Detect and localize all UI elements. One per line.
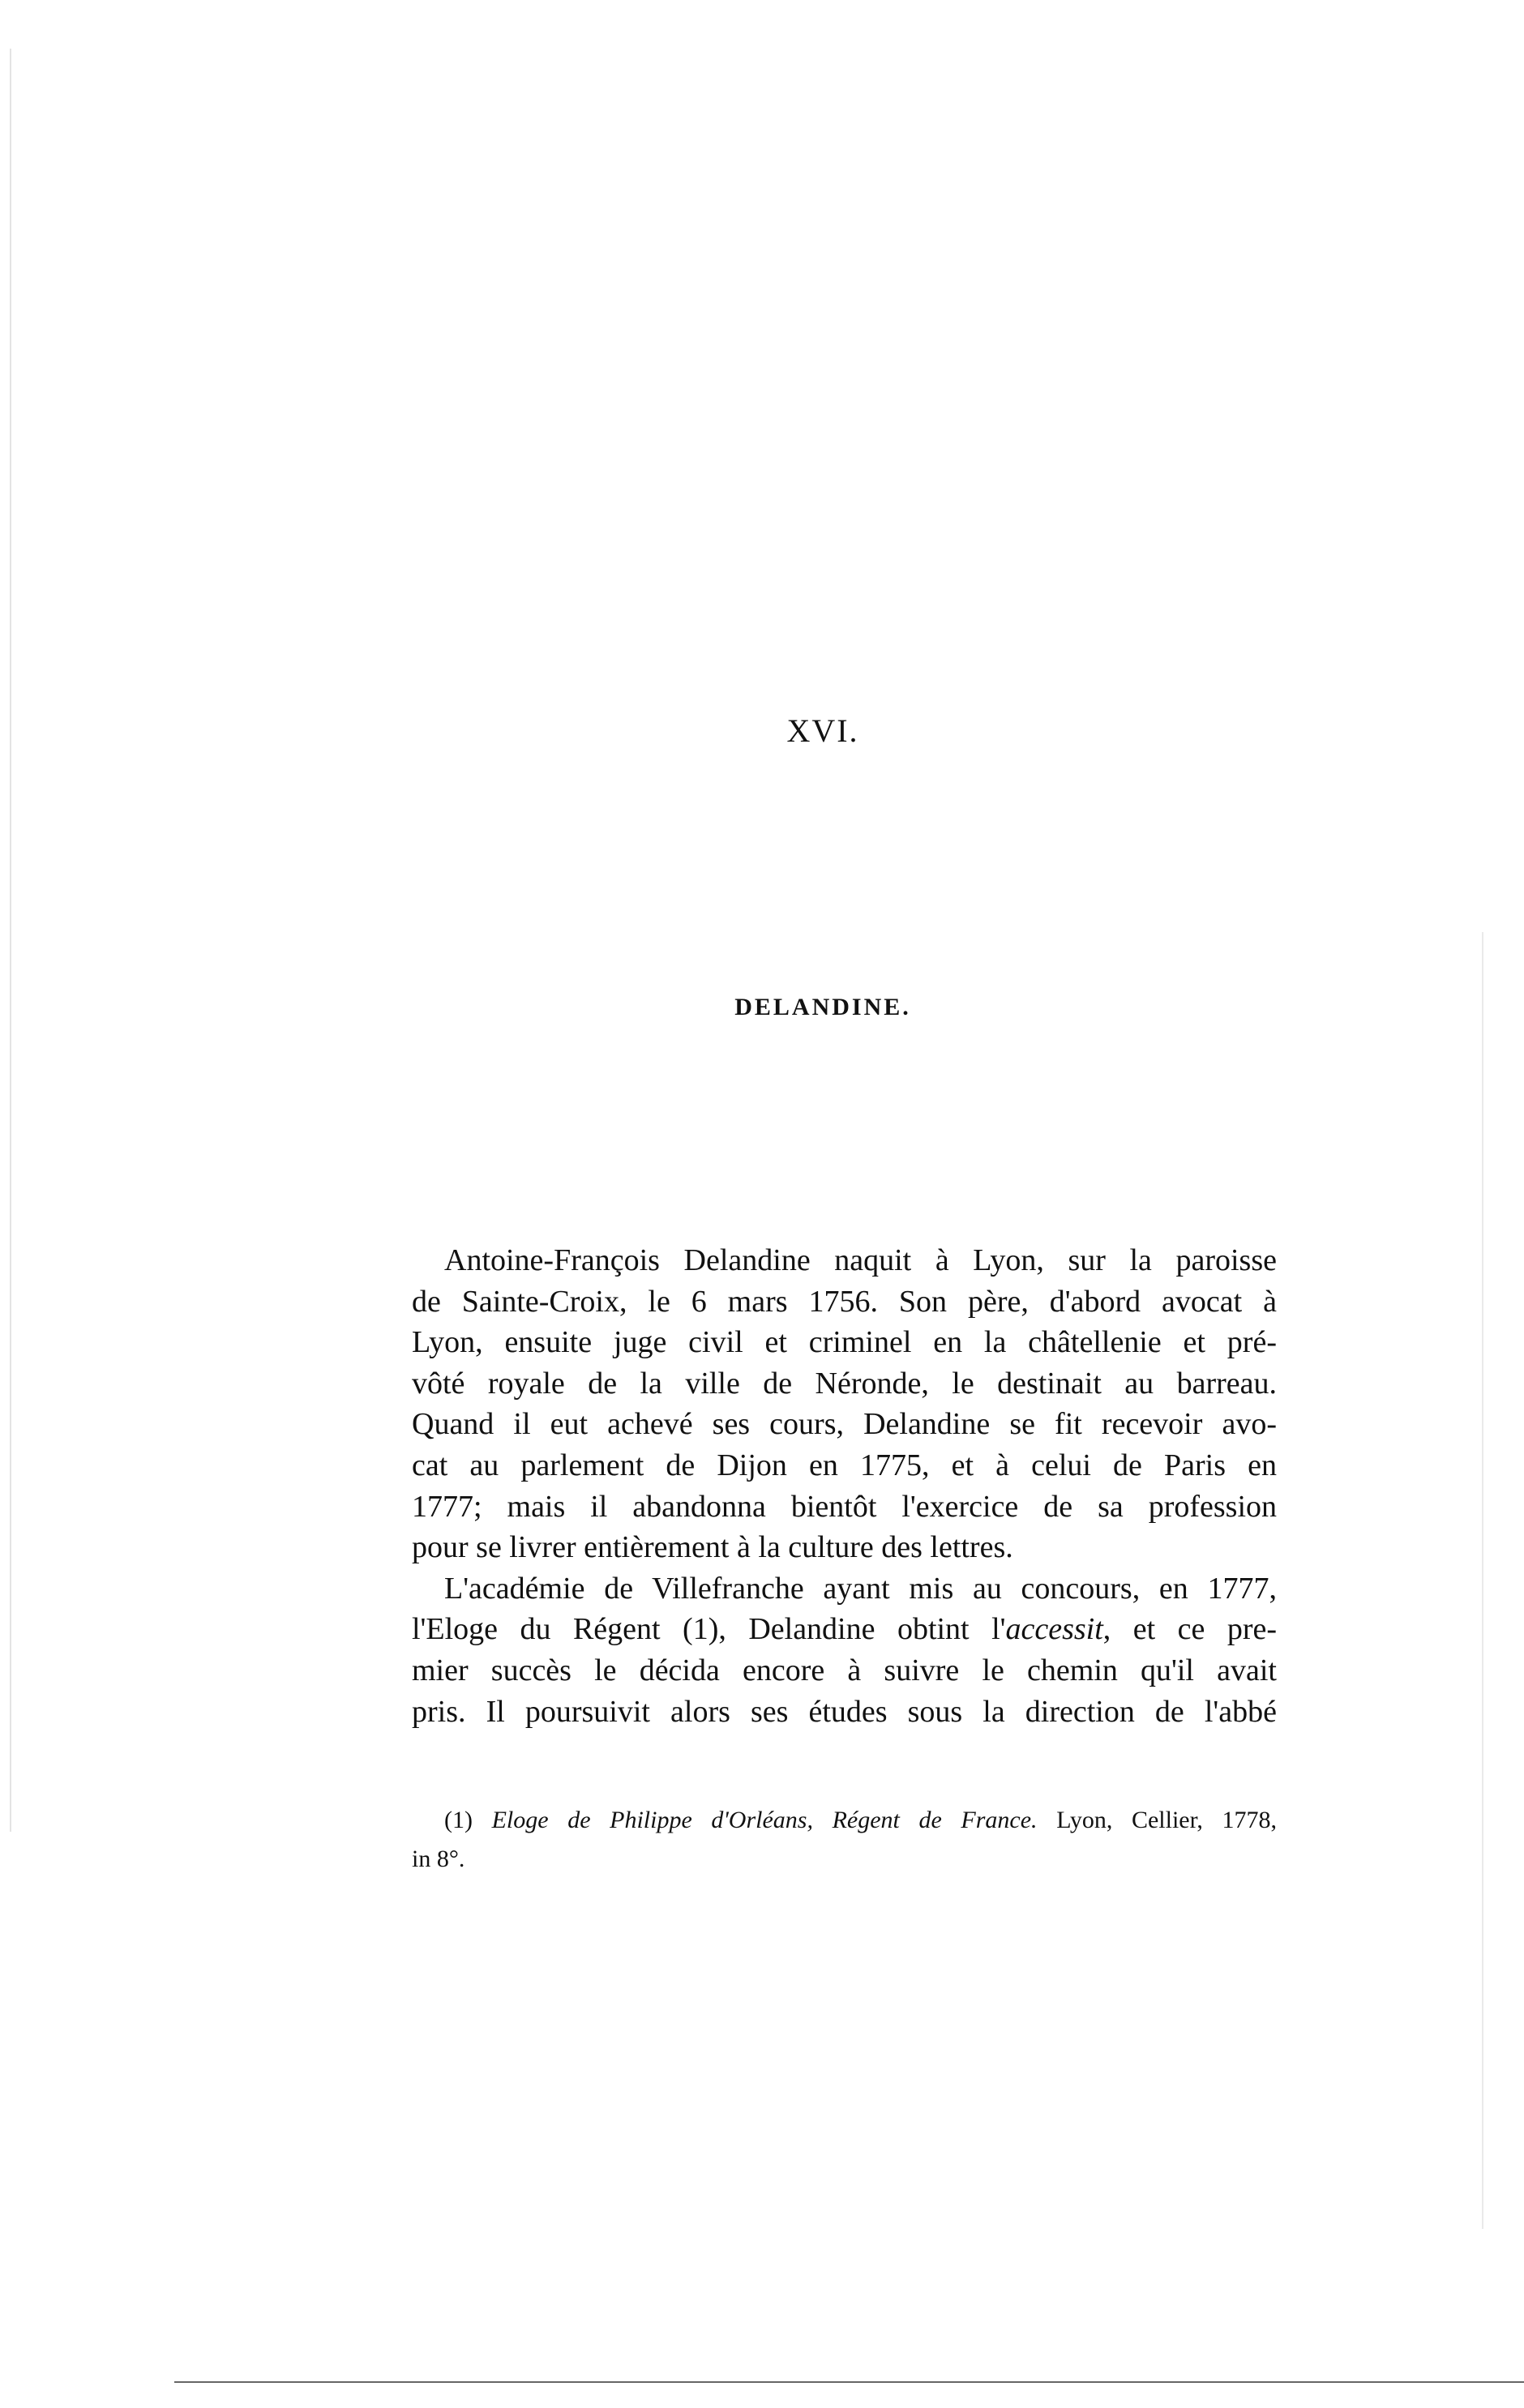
scan-edge-right [1482, 932, 1483, 2229]
text-line: L'académie de Villefranche ayant mis au concours, en 1777, [444, 1571, 1277, 1606]
text-line: Quand il eut achevé ses cours, Delandine se fit recevoir avo- [412, 1407, 1277, 1442]
text-line: de Sainte-Croix, le 6 mars 1756. Son père, d'abord avocat à [412, 1284, 1277, 1319]
text-line: cat au parlement de Dijon en 1775, et à celui de Paris en [412, 1448, 1277, 1482]
footnote-line: in 8°. [412, 1846, 465, 1872]
text-line: 1777; mais il abandonna bientôt l'exercice de sa profession [412, 1489, 1277, 1524]
text-line: pris. Il poursuivit alors ses études sous la direction de l'abbé [412, 1694, 1277, 1729]
text-line: mier succès le décida encore à suivre le chemin qu'il avait [412, 1653, 1277, 1687]
footnote-title: Eloge de Philippe d'Orléans, Régent de France. [491, 1807, 1038, 1833]
footnote-publisher: Lyon, Cellier, 1778, [1056, 1807, 1278, 1833]
chapter-title: DELANDINE. [734, 994, 911, 1020]
text-line: vôté royale de la ville de Néronde, le destinait au barreau. [412, 1366, 1277, 1401]
chapter-number: XVI. [786, 712, 859, 749]
text-segment: , et ce pre- [1102, 1612, 1277, 1647]
page-bottom-rule [174, 2381, 1524, 2383]
footnote-marker: (1) [444, 1807, 473, 1833]
italic-term: accessit [1005, 1612, 1103, 1647]
text-line [412, 1609, 1277, 1650]
text-segment: l'Eloge du Régent (1), Delandine obtint l' [412, 1612, 1006, 1647]
footnote [412, 1801, 1277, 1879]
text-line: Lyon, ensuite juge civil et criminel en la châtellenie et pré- [412, 1325, 1277, 1360]
text-line: Antoine-François Delandine naquit à Lyon, sur la paroisse [444, 1243, 1277, 1277]
body-text [412, 1240, 1277, 1732]
scan-edge-left [10, 49, 11, 1832]
footnote-line [412, 1801, 1277, 1840]
text-line: pour se livrer entièrement à la culture des lettres. [412, 1530, 1013, 1565]
